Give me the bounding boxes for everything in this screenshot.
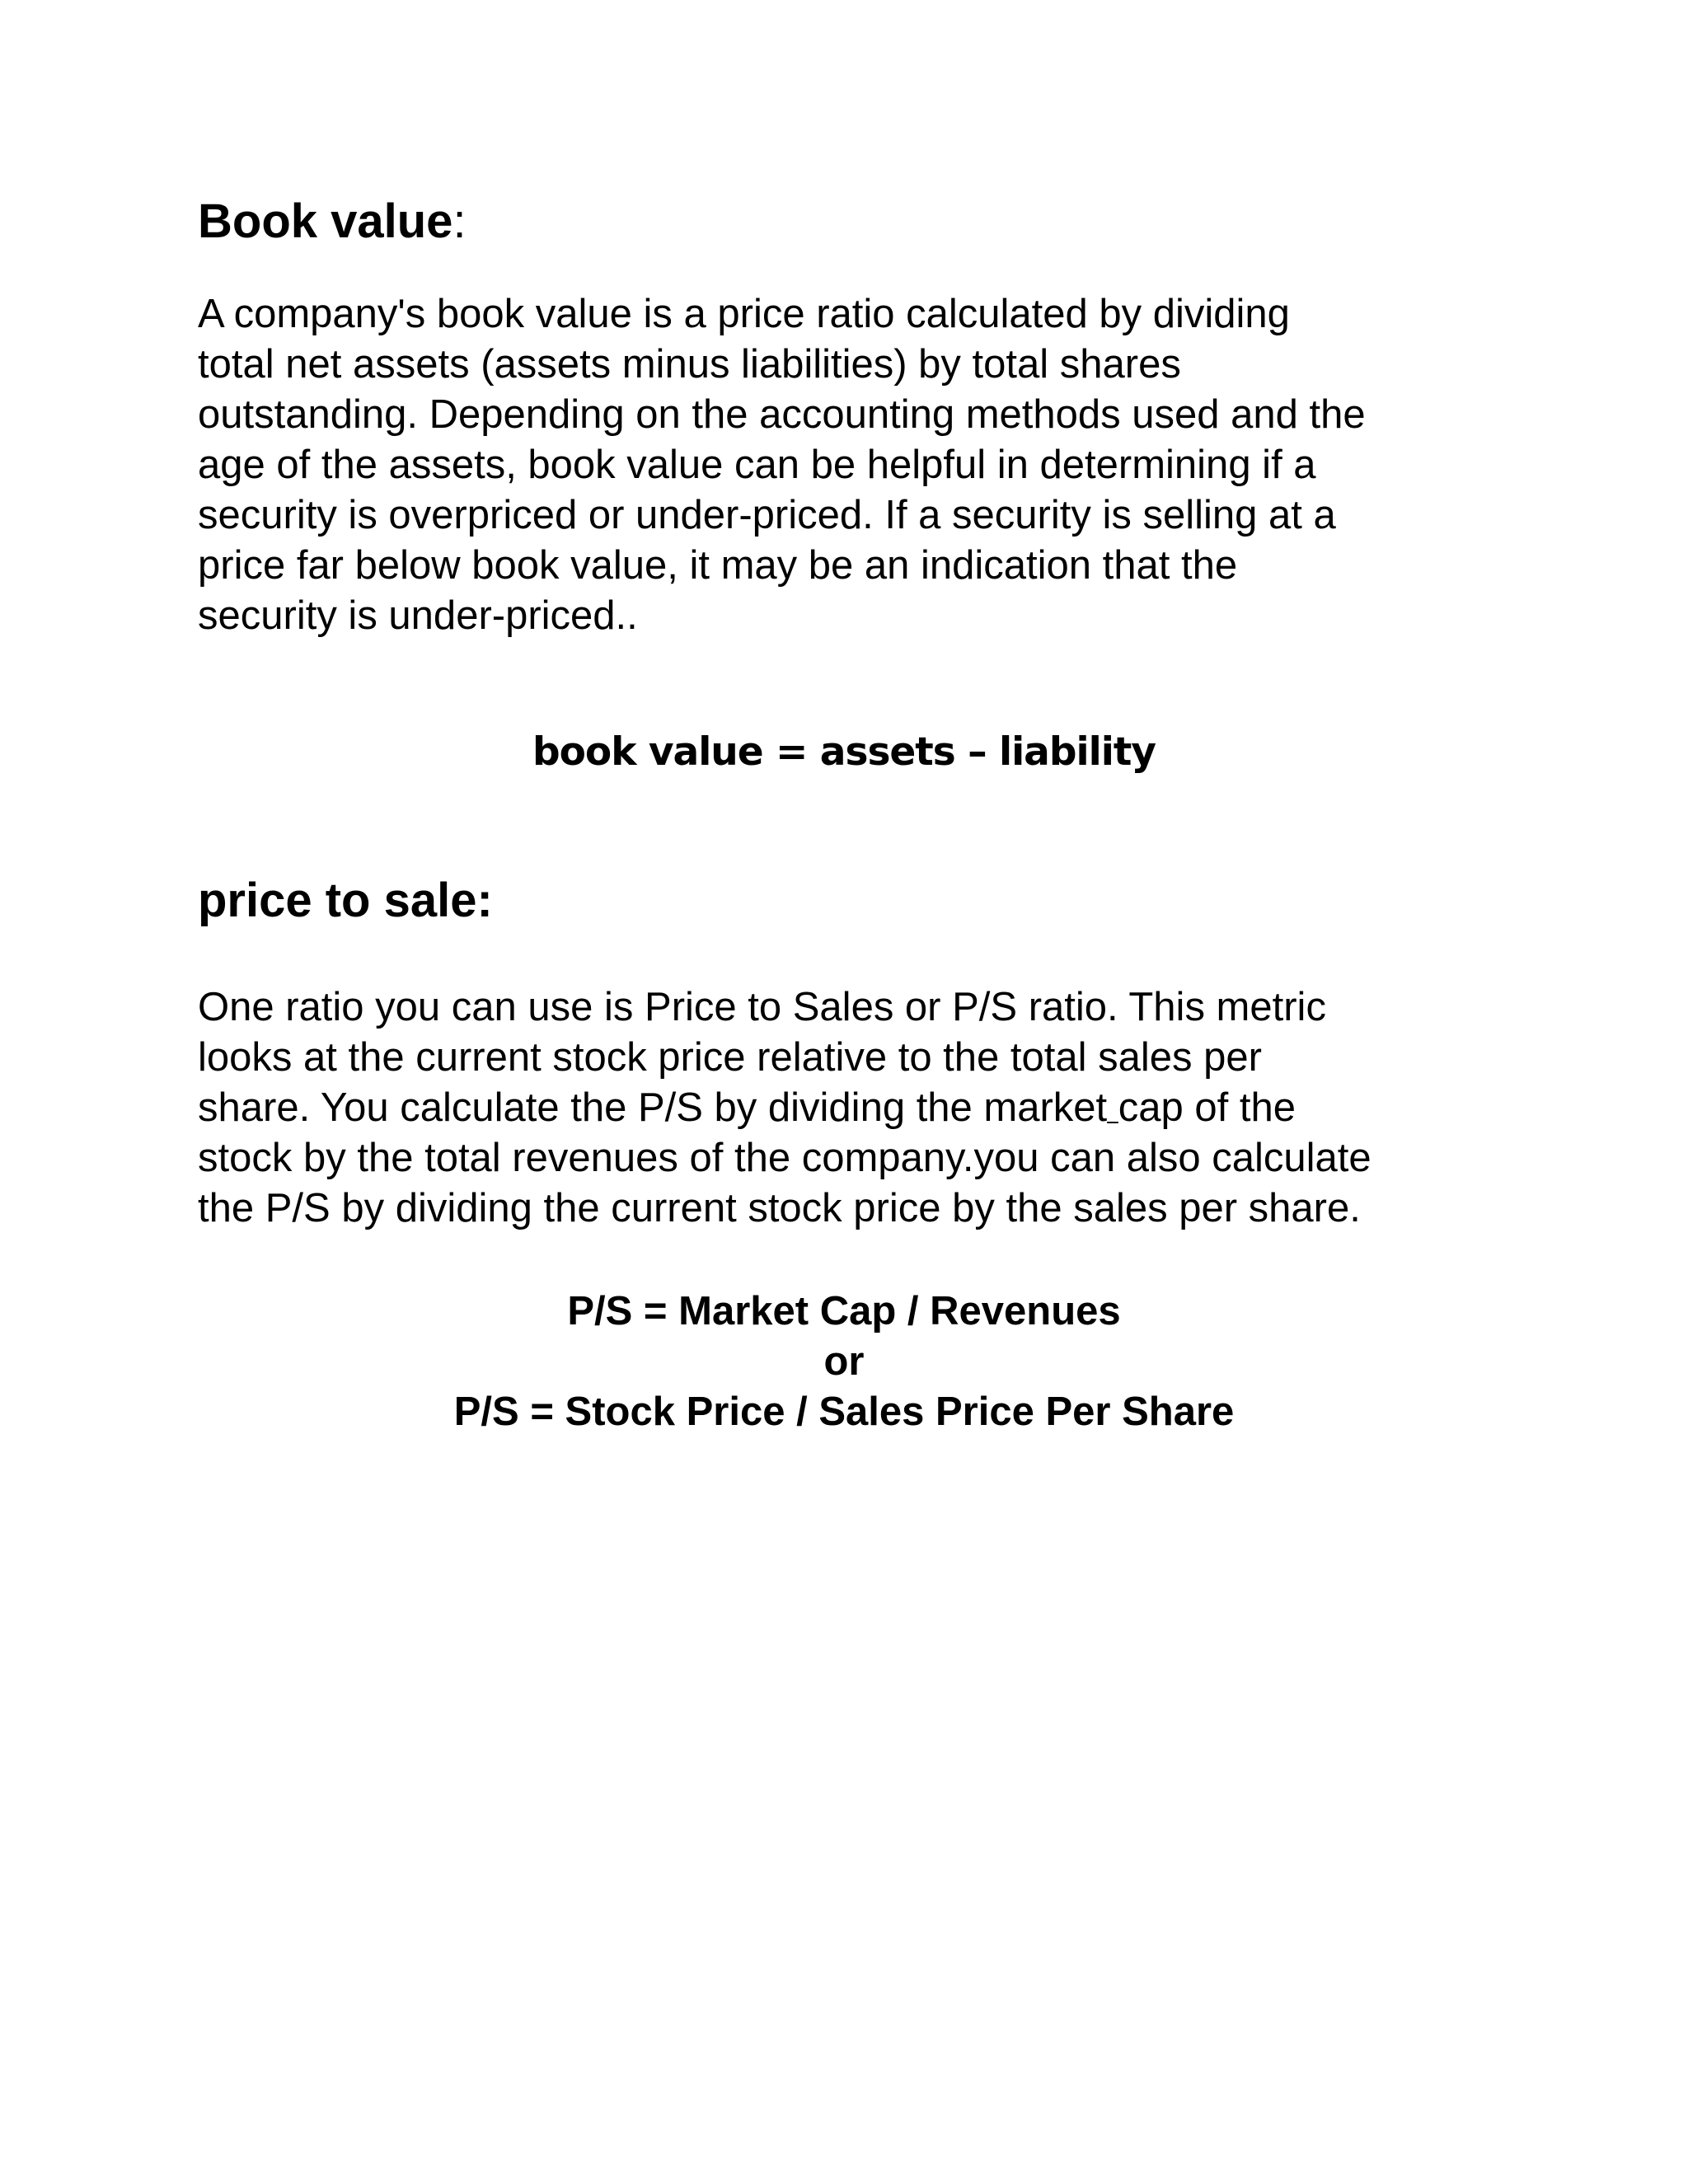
book-value-formula: book value = assets – liability	[532, 729, 1156, 775]
price-to-sale-heading: price to sale:	[198, 874, 493, 927]
book-value-heading-colon: :	[452, 194, 467, 248]
paragraph-line: price far below book value, it may be an indication that the	[198, 543, 1238, 588]
ps-formula-or: or	[823, 1339, 865, 1384]
paragraph-line: One ratio you can use is Price to Sales or P/S ratio. This metric	[198, 985, 1326, 1029]
paragraph-line: outstanding. Depending on the accounting methods used and the	[198, 392, 1366, 437]
paragraph-line: A company's book value is a price ratio calculated by dividing	[198, 292, 1290, 336]
book-value-heading	[198, 194, 467, 249]
paragraph-line: stock by the total revenues of the company.you can also calculate	[198, 1136, 1372, 1180]
paragraph-line: security is under-priced..	[198, 593, 638, 638]
paragraph-line: the P/S by dividing the current stock price by the sales per share.	[198, 1186, 1361, 1230]
book-value-paragraph	[198, 289, 1517, 641]
paragraph-line: looks at the current stock price relative to the total sales per	[198, 1035, 1262, 1080]
book-value-heading-text: Book value	[198, 194, 453, 248]
paragraph-line: security is overpriced or under-priced. If a security is selling at a	[198, 493, 1336, 537]
ps-formula-stock-price: P/S = Stock Price / Sales Price Per Share	[453, 1390, 1235, 1434]
price-to-sale-paragraph	[198, 982, 1517, 1234]
line-segment: cap of the	[1118, 1085, 1296, 1130]
paragraph-line: total net assets (assets minus liabilities) by total shares	[198, 342, 1181, 387]
ps-formula-market-cap: P/S = Market Cap / Revenues	[567, 1289, 1121, 1333]
paragraph-line	[198, 1083, 1517, 1133]
underlined-space	[1107, 1085, 1118, 1130]
line-segment: share. You calculate the P/S by dividing the market	[198, 1085, 1108, 1130]
paragraph-line: age of the assets, book value can be helpful in determining if a	[198, 443, 1316, 487]
